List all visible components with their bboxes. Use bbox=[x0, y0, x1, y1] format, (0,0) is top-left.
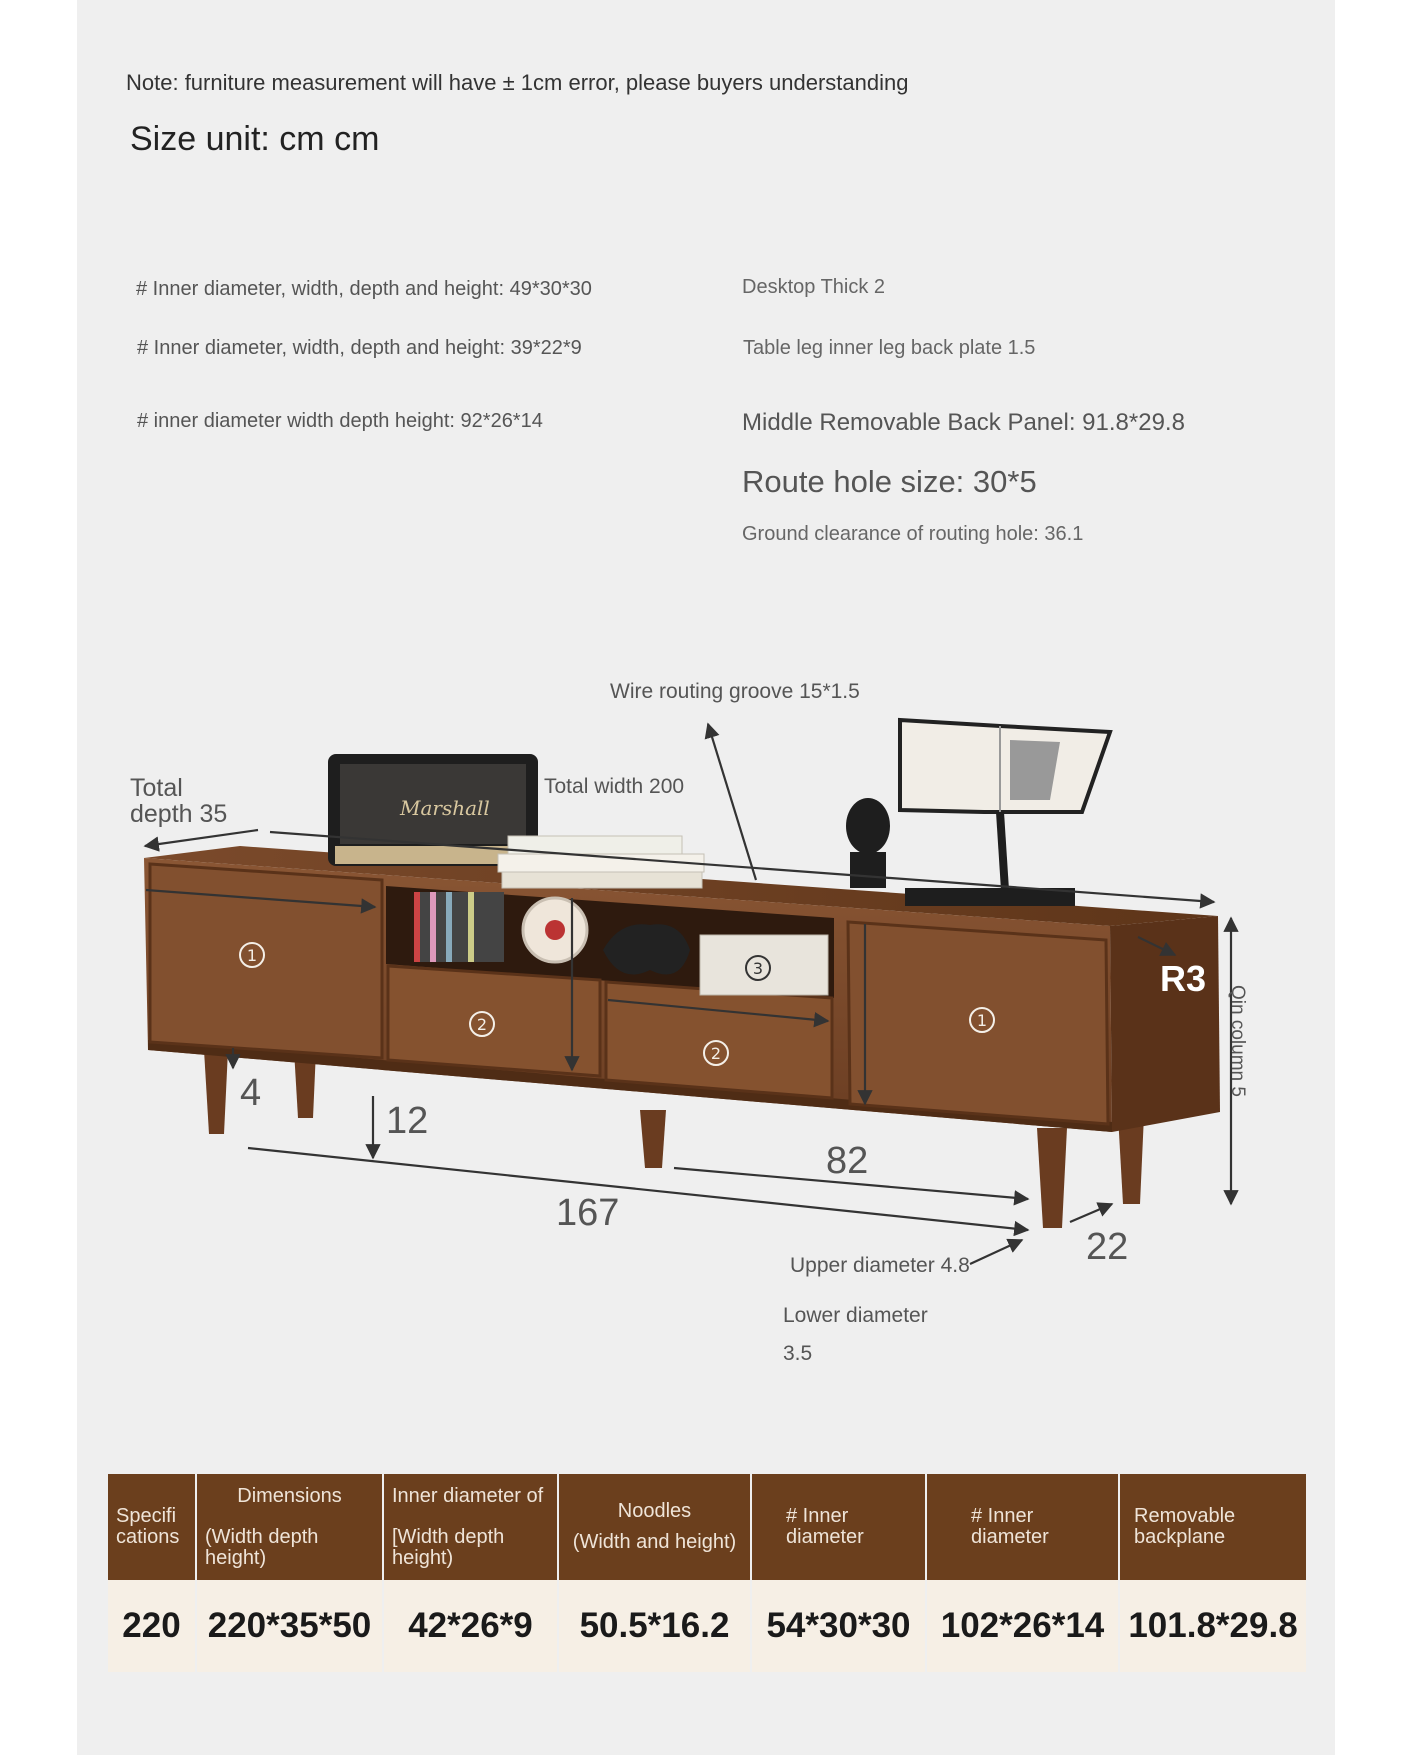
header-inner-diameter: Inner diameter of [Width depth height) bbox=[383, 1474, 558, 1580]
header-specifications: Specifi cations bbox=[108, 1474, 196, 1580]
header-inner-diameter-3: # Inner diameter bbox=[926, 1474, 1119, 1580]
leg-front-right bbox=[1037, 1128, 1067, 1228]
lower-diameter-label-1: Lower diameter bbox=[783, 1304, 928, 1327]
marker-door-left: 1 bbox=[246, 946, 258, 965]
table-row bbox=[108, 1580, 1306, 1672]
lower-diameter-label-2: 3.5 bbox=[783, 1342, 813, 1365]
header-removable-backplane: Removable backplane bbox=[1119, 1474, 1306, 1580]
spec-cabinet-inner: # Inner diameter, width, depth and height: 49*30*30 bbox=[136, 278, 592, 300]
size-unit-title: Size unit: cm cm bbox=[130, 120, 380, 158]
spec-shelf-inner: # inner diameter width depth height: 92*26*14 bbox=[137, 410, 543, 432]
shelf-books bbox=[700, 935, 828, 995]
spec-table-leg: Table leg inner leg back plate 1.5 bbox=[743, 337, 1036, 359]
header-dimensions: Dimensions (Width depth height) bbox=[196, 1474, 383, 1580]
dim-22-label: 22 bbox=[1086, 1226, 1129, 1268]
spec-table bbox=[108, 1474, 1306, 1672]
cell-removable-backplane: 101.8*29.8 bbox=[1119, 1580, 1306, 1672]
wire-groove-arrow bbox=[708, 724, 756, 880]
cd-stack bbox=[414, 892, 504, 962]
spec-route-hole: Route hole size: 30*5 bbox=[742, 464, 1037, 499]
total-depth-arrow bbox=[145, 830, 258, 846]
header-noodles: Noodles (Width and height) bbox=[558, 1474, 751, 1580]
spec-back-panel: Middle Removable Back Panel: 91.8*29.8 bbox=[742, 409, 1185, 436]
dim-4-label: 4 bbox=[240, 1072, 262, 1114]
upper-diameter-arrow bbox=[970, 1240, 1022, 1264]
upper-diameter-label: Upper diameter 4.8 bbox=[790, 1254, 970, 1277]
spec-desktop-thick: Desktop Thick 2 bbox=[742, 276, 886, 298]
marker-door-right: 1 bbox=[976, 1011, 988, 1030]
cell-inner-diameter-2: 54*30*30 bbox=[751, 1580, 926, 1672]
qin-column-label: Qin column 5 bbox=[1227, 985, 1248, 1097]
wire-groove-label: Wire routing groove 15*1.5 bbox=[610, 680, 860, 703]
cabinet-side bbox=[1110, 916, 1220, 1132]
total-depth-label-1: Total bbox=[130, 774, 183, 802]
dim-12-label: 12 bbox=[386, 1100, 429, 1142]
spec-ground-clearance: Ground clearance of routing hole: 36.1 bbox=[742, 523, 1084, 545]
marker-shelf: 3 bbox=[752, 959, 764, 978]
book-stand bbox=[900, 720, 1110, 906]
dim-82-label: 82 bbox=[826, 1140, 869, 1182]
total-depth-label-2: depth 35 bbox=[130, 800, 228, 828]
cell-dimensions: 220*35*50 bbox=[196, 1580, 383, 1672]
leg-front-left bbox=[204, 1050, 228, 1134]
cell-spec: 220 bbox=[108, 1580, 196, 1672]
marker-drawer-right: 2 bbox=[710, 1044, 722, 1063]
table-header-row bbox=[108, 1474, 1306, 1580]
spec-drawer-inner: # Inner diameter, width, depth and height: 39*22*9 bbox=[137, 337, 582, 359]
measurement-note: Note: furniture measurement will have ± 1cm error, please buyers understanding bbox=[126, 70, 909, 95]
dim-167-label: 167 bbox=[556, 1192, 620, 1234]
cell-inner-diameter-3: 102*26*14 bbox=[926, 1580, 1119, 1672]
total-width-label: Total width 200 bbox=[544, 775, 685, 798]
marker-drawer-left: 2 bbox=[476, 1015, 488, 1034]
cell-inner-diameter: 42*26*9 bbox=[383, 1580, 558, 1672]
dim-22-arrow bbox=[1070, 1204, 1112, 1222]
svg-text:Marshall: Marshall bbox=[400, 796, 490, 820]
leg-middle bbox=[640, 1110, 666, 1168]
drawer-right bbox=[606, 982, 832, 1098]
header-inner-diameter-2: # Inner diameter bbox=[751, 1474, 926, 1580]
r3-label: R3 bbox=[1160, 958, 1207, 999]
cell-noodles: 50.5*16.2 bbox=[558, 1580, 751, 1672]
